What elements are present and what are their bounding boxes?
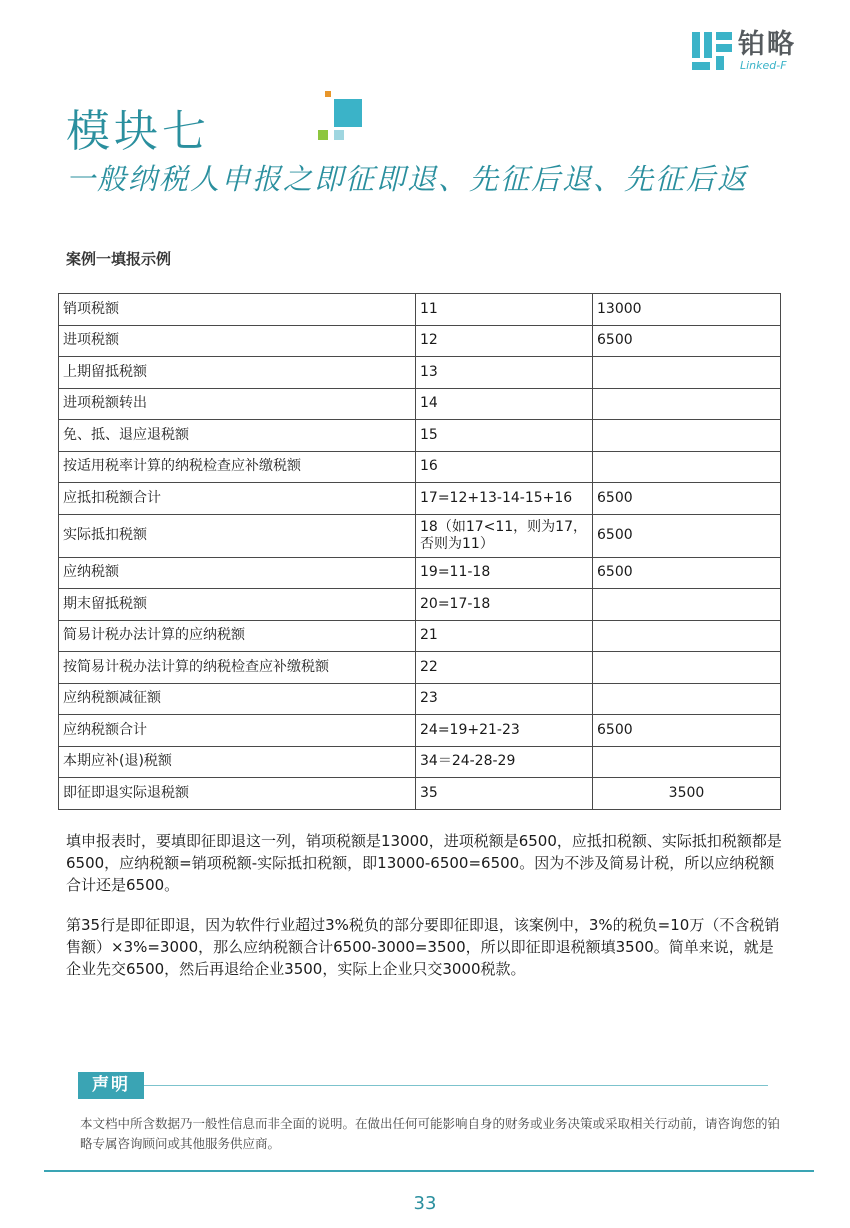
table-row (59, 746, 781, 778)
row-label-cell: 进项税额 (59, 325, 416, 357)
line-number-cell: 24=19+21-23 (416, 715, 593, 747)
row-label-cell: 应纳税额 (59, 557, 416, 589)
row-label-cell: 即征即退实际退税额 (59, 778, 416, 810)
row-label-cell: 应纳税额合计 (59, 715, 416, 747)
amount-cell (593, 451, 781, 483)
explanation-paragraph-2: 第35行是即征即退，因为软件行业超过3%税负的部分要即征即退，该案例中，3%的税负=10万（不含税销售额）×3%=3000，那么应纳税额合计6500-3000=3500，所以即征即退税额填3500。简单来说，就是企业先交6500，然后再退给企业3500，实际上企业只交3000税款。 (66, 916, 780, 978)
table-row (59, 483, 781, 515)
notice-badge: 声明 (78, 1072, 144, 1099)
row-label-cell: 应抵扣税额合计 (59, 483, 416, 515)
amount-cell: 6500 (593, 325, 781, 357)
table-row (59, 683, 781, 715)
table-row (59, 778, 781, 810)
amount-cell (593, 746, 781, 778)
line-number-cell: 19=11-18 (416, 557, 593, 589)
footer-divider (44, 1170, 814, 1172)
line-number-cell: 22 (416, 652, 593, 684)
line-number-cell: 23 (416, 683, 593, 715)
logo-subtext: Linked-F (740, 59, 787, 72)
line-number-cell: 16 (416, 451, 593, 483)
amount-cell: 6500 (593, 557, 781, 589)
module-title: 模块七 (66, 106, 210, 157)
amount-cell (593, 683, 781, 715)
amount-cell: 6500 (593, 514, 781, 557)
table-row (59, 557, 781, 589)
line-number-cell: 13 (416, 357, 593, 389)
line-number-cell: 34＝24-28-29 (416, 746, 593, 778)
line-number-cell: 18（如17<11，则为17，否则为11） (416, 514, 593, 557)
row-label-cell: 应纳税额减征额 (59, 683, 416, 715)
tax-form-table (58, 293, 781, 810)
row-label-cell: 按适用税率计算的纳税检查应补缴税额 (59, 451, 416, 483)
row-label-cell: 免、抵、退应退税额 (59, 420, 416, 452)
row-label-cell: 期末留抵税额 (59, 589, 416, 621)
row-label-cell: 进项税额转出 (59, 388, 416, 420)
row-label-cell: 销项税额 (59, 294, 416, 326)
deco-square-orange (325, 91, 331, 97)
line-number-cell: 35 (416, 778, 593, 810)
deco-square-teal (334, 99, 362, 127)
table-row (59, 357, 781, 389)
line-number-cell: 21 (416, 620, 593, 652)
table-row (59, 451, 781, 483)
logo-text: 铂略 (738, 29, 796, 60)
explanation-paragraph-1: 填申报表时，要填即征即退这一列，销项税额是13000，进项税额是6500，应抵扣税额、实际抵扣税额都是6500，应纳税额=销项税额-实际抵扣税额，即13000-6500=6500。因为不涉及简易计税，所以应纳税额合计还是6500。 (66, 832, 782, 894)
page-number: 33 (413, 1193, 437, 1214)
table-row (59, 420, 781, 452)
amount-cell (593, 589, 781, 621)
notice-text: 本文档中所含数据乃一般性信息而非全面的说明。在做出任何可能影响自身的财务或业务决策或采取相关行动前，请咨询您的铂略专属咨询顾问或其他服务供应商。 (80, 1116, 781, 1151)
deco-square-lightblue (334, 130, 344, 140)
table-row (59, 294, 781, 326)
table-row (59, 514, 781, 557)
notice-divider (144, 1085, 768, 1086)
table-row (59, 715, 781, 747)
row-label-cell: 按简易计税办法计算的纳税检查应补缴税额 (59, 652, 416, 684)
line-number-cell: 20=17-18 (416, 589, 593, 621)
amount-cell: 6500 (593, 715, 781, 747)
line-number-cell: 14 (416, 388, 593, 420)
table-row (59, 589, 781, 621)
deco-square-green (318, 130, 328, 140)
row-label-cell: 实际抵扣税额 (59, 514, 416, 557)
amount-cell (593, 420, 781, 452)
line-number-cell: 15 (416, 420, 593, 452)
line-number-cell: 12 (416, 325, 593, 357)
table-row (59, 325, 781, 357)
row-label-cell: 上期留抵税额 (59, 357, 416, 389)
amount-cell: 13000 (593, 294, 781, 326)
line-number-cell: 11 (416, 294, 593, 326)
amount-cell (593, 388, 781, 420)
amount-cell (593, 652, 781, 684)
table-row (59, 620, 781, 652)
row-label-cell: 本期应补(退)税额 (59, 746, 416, 778)
amount-cell (593, 357, 781, 389)
table-row (59, 388, 781, 420)
line-number-cell: 17=12+13-14-15+16 (416, 483, 593, 515)
amount-cell: 6500 (593, 483, 781, 515)
row-label-cell: 简易计税办法计算的应纳税额 (59, 620, 416, 652)
amount-cell: 3500 (593, 778, 781, 810)
table-row (59, 652, 781, 684)
logo-mark-icon (692, 32, 732, 72)
brand-logo (692, 30, 812, 78)
amount-cell (593, 620, 781, 652)
module-subtitle: 一般纳税人申报之即征即退、先征后退、先征后返 (66, 162, 749, 196)
case-title: 案例一填报示例 (66, 250, 172, 268)
